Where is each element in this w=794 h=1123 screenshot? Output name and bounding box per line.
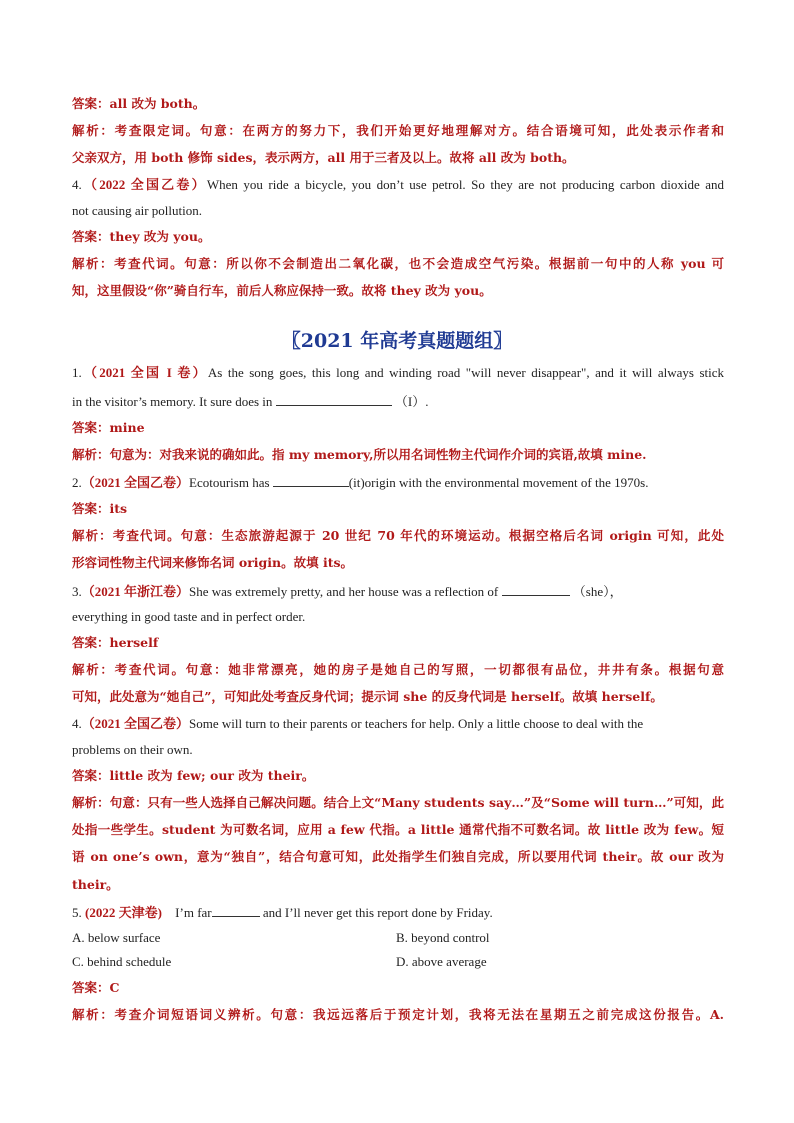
question-number: 5.: [72, 905, 82, 920]
explanation-line: 解析：考查代词。句意：她非常漂亮，她的房子是她自己的写照，一切都很有品位，井井有条。根据句意: [72, 662, 724, 677]
explanation-line: their。: [72, 877, 119, 892]
question-text-cont: [72, 393, 724, 410]
question-text-cont: not causing air pollution.: [72, 203, 202, 218]
explanation-line: 知，这里假设“你”骑自行车，前后人称应保持一致。故将 they 改为 you。: [72, 283, 492, 298]
question-2: [72, 474, 724, 491]
explanation-line: 解析：考查限定词。句意：在两方的努力下，我们开始更好地理解对方。结合语境可知，此处表示作者和: [72, 123, 724, 138]
question-4-2022: [72, 177, 724, 193]
question-3: [72, 583, 724, 600]
answer-line: 答案：little 改为 few; our 改为 their。: [72, 768, 315, 783]
question-text: She was extremely pretty, and her house was a reflection of: [189, 584, 499, 599]
question-5: [72, 904, 724, 921]
question-number: 4.: [72, 177, 82, 192]
question-source: （2021 全国乙卷）: [81, 475, 190, 490]
explanation-line: 解析：考查代词。句意：生态旅游起源于 20 世纪 70 年代的环境运动。根据空格后名词 origin 可知，此处: [72, 528, 724, 543]
question-source: (2022 天津卷): [85, 905, 162, 920]
question-source: （2021 全国 I 卷）: [81, 365, 208, 380]
explanation-line: 处指一些学生。student 为可数名词，应用 a few 代指。a little 通常代指不可数名词。故 little 改为 few。短: [72, 822, 724, 837]
section-heading: 〖2021 年高考真题题组〗: [281, 330, 513, 352]
explanation-line: 解析：句意为：对我来说的确如此。指 my memory,所以用名词性物主代词作介词的宾语,故填 mine.: [72, 447, 647, 462]
answer-line: 答案：they 改为 you。: [72, 229, 211, 244]
question-text: Some will turn to their parents or teachers for help. Only a little choose to deal with the: [189, 716, 644, 731]
explanation-line: 解析：句意：只有一些人选择自己解决问题。结合上文“Many students say…”及“Some will turn…”可知，此: [72, 795, 724, 810]
question-text: (it)origin with the environmental movement of the 1970s.: [348, 475, 649, 490]
option-d: D. above average: [396, 954, 487, 969]
question-hint: （I）.: [394, 394, 429, 409]
explanation-line: 语 on one’s own，意为“独自”，结合句意可知，此处指学生们独自完成，所以要用代词 their。故 our 改为: [72, 849, 724, 864]
question-4: [72, 716, 724, 732]
question-number: 4.: [72, 716, 82, 731]
question-number: 1.: [72, 365, 82, 380]
answer-line: 答案：mine: [72, 420, 145, 435]
question-text: As the song goes, this long and winding road "will never disappear", and it will always stick: [207, 365, 724, 380]
option-c: C. behind schedule: [72, 954, 172, 969]
question-hint: （she），: [572, 584, 623, 599]
answer-line: 答案：C: [72, 980, 120, 995]
answer-blank: [273, 474, 349, 487]
explanation-line: 可知，此处意为“她自己”，可知此处考查反身代词；提示词 she 的反身代词是 herself。故填 herself。: [72, 689, 663, 704]
answer-blank: [212, 904, 260, 917]
question-text: and I’ll never get this report done by Friday.: [262, 905, 493, 920]
option-a: A. below surface: [72, 930, 161, 945]
option-b: B. beyond control: [396, 930, 490, 945]
answer-line: 答案：herself: [72, 635, 159, 650]
question-source: （2021 全国乙卷）: [81, 716, 190, 731]
question-text-cont: everything in good taste and in perfect order.: [72, 609, 306, 624]
question-text-cont: problems on their own.: [72, 742, 193, 757]
question-number: 3.: [72, 584, 82, 599]
explanation-line: 解析：考查代词。句意：所以你不会制造出二氧化碳，也不会造成空气污染。根据前一句中的人称 you 可: [72, 256, 724, 271]
question-text: Ecotourism has: [189, 475, 270, 490]
question-1: [72, 365, 724, 381]
answer-blank: [276, 393, 392, 406]
question-source: （2021 年浙江卷）: [81, 584, 190, 599]
explanation-line: 解析：考查介词短语词义辨析。句意：我远远落后于预定计划，我将无法在星期五之前完成这份报告。A.: [72, 1007, 724, 1022]
question-text: in the visitor’s memory. It sure does in: [72, 394, 273, 409]
answer-blank: [502, 583, 570, 596]
answer-line: 答案：its: [72, 501, 128, 516]
explanation-line: 父亲双方，用 both 修饰 sides，表示两方，all 用于三者及以上。故将 all 改为 both。: [72, 150, 575, 165]
question-number: 2.: [72, 475, 82, 490]
question-source: （2022 全国乙卷）: [81, 177, 207, 192]
explanation-line: 形容词性物主代词来修饰名词 origin。故填 its。: [72, 555, 354, 570]
question-text: I’m far: [175, 905, 212, 920]
question-text: When you ride a bicycle, you don’t use petrol. So they are not producing carbon dioxide and: [206, 177, 724, 192]
answer-line: 答案：all 改为 both。: [72, 96, 206, 111]
